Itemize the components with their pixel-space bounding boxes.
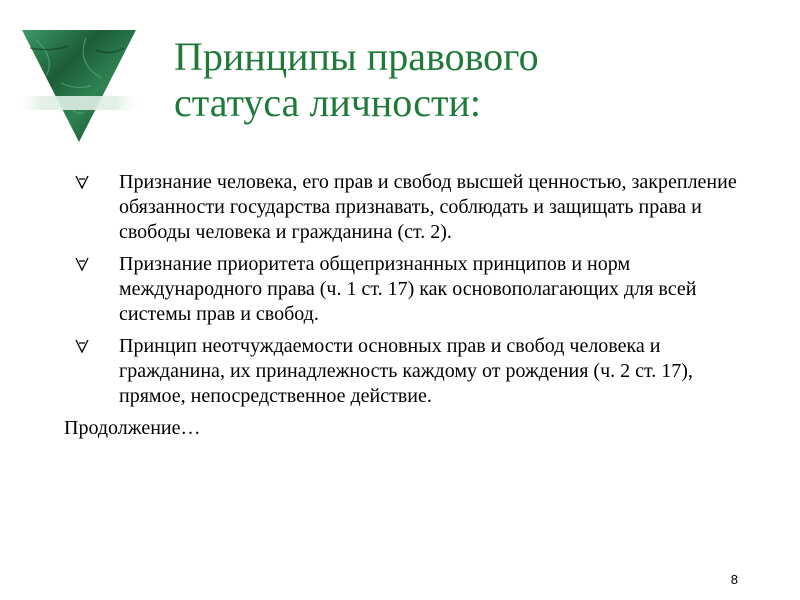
checkmark-arrow-icon — [75, 256, 89, 272]
slide-content — [64, 170, 744, 441]
bullet-list — [64, 170, 744, 409]
bullet-text: Признание человека, его прав и свобод высшей ценностью, закрепление обязанности государства признавать, соблюдать и защищать права и свободы человека и гражданина (ст. 2). — [119, 171, 737, 243]
slide-title-line-2: статуса личности: — [174, 80, 482, 125]
checkmark-arrow-icon — [75, 338, 89, 354]
continuation-text: Продолжение… — [64, 417, 201, 439]
checkmark-arrow-icon — [75, 174, 89, 190]
bullet-item — [64, 334, 744, 409]
slide-number: 8 — [730, 572, 738, 587]
bullet-item — [64, 170, 744, 245]
slide-title — [174, 34, 774, 126]
bullet-text: Принцип неотчуждаемости основных прав и свобод человека и гражданина, их принадлежность каждому от рождения (ч. 2 ст. 17), прямое, непосредственное действие. — [119, 335, 693, 407]
bullet-item — [64, 252, 744, 327]
triangle-logo — [16, 28, 142, 144]
bullet-text: Признание приоритета общепризнанных принципов и норм международного права (ч. 1 ст. 17) как основополагающих для всей системы прав и свобод. — [119, 253, 697, 325]
slide-title-line-1: Принципы правового — [174, 34, 539, 79]
